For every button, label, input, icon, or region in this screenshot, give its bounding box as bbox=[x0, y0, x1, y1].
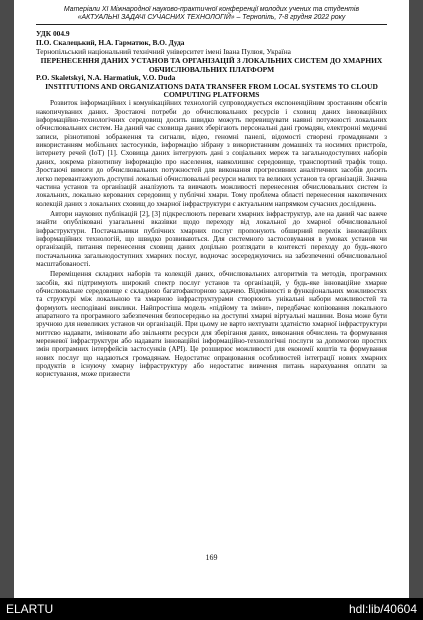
article-meta bbox=[36, 30, 387, 56]
body-paragraph-2: Автори наукових публікацій [2], [3] підкреслюють переваги хмарних інфраструктур, але на даний час важче знайти опубліковані узагальнені вказівки щодо переходу від локальної до хмарної обчислювальної інфраструктури. Постачальники публічних хмарних послуг пропонують обширний перелік інноваційних інформаційних технологій, що швидко розвиваються. Для системного застосовування в умовах установ чи організацій, питання перенесення сховищ даних доцільно розглядати в контексті переходу до будь-якого постачальника загальнодоступних хмарних послуг, водночас зосереджуючись на забезпеченні обчислювальної масштабованості. bbox=[36, 209, 387, 268]
footer-repository: ELARTU bbox=[6, 602, 54, 616]
body-paragraph-3: Переміщення складних наборів та колекцій даних, обчислювальних алгоритмів та методів, програмних засобів, які підтримують широкий спектр послуг установ та організацій, у будь-яке інноваційне хмарне обчислювальне середовище є складною багатофакторною задачею. Відмінності в функціональних можливостях та структурі між локальною та хмарною інфраструктурами створюють унікальні набори можливостей та формують несподівані виклики. Найпростіша модель «підйому та зміни», передбачає копіювання локального апаратного та програмного забезпечення безпосередньо на доступні хмарні віртуальні машини. Вона може бути зручною для невеликих установ чи організацій. При цьому не варто нехтувати здатністю хмарної інфраструктури миттєво надавати, змінювати або звільняти ресурси для зберігання даних, виконання обчислень та формування мережевої інфраструктури або надавати інноваційні інформаційно-технологічні послуги за допомогою простих змін програмних інтерфейсів застосунків (API). Це розширює можливості для економії коштів та формування нових послуг що надаються громадянам. Недостатнє опрацювання особливостей інтеграції нових хмарних продуктів в існуючу хмарну інфраструктуру або недостатнє вивчення питань нарахування оплати за користування, може призвести bbox=[36, 270, 387, 379]
title-ua: ПЕРЕНЕСЕННЯ ДАНИХ УСТАНОВ ТА ОРГАНІЗАЦІЙ З ЛОКАЛЬНИХ СИСТЕМ ДО ХМАРНИХ ОБЧИСЛЮВАЛЬНИХ ПЛАТФОРМ bbox=[40, 56, 383, 74]
running-head-line-1: Матеріали XI Міжнародної науково-практичної конференції молодих учених та студентів bbox=[63, 6, 360, 13]
authors-en: P.O. Skaletskyi, N.A. Harmatiuk, V.O. Duda bbox=[36, 73, 176, 82]
udc-code: УДК 004.9 bbox=[36, 29, 70, 39]
footer-handle: hdl:lib/40604 bbox=[348, 602, 417, 616]
footer-bar bbox=[0, 598, 423, 620]
article-body bbox=[36, 99, 387, 378]
affiliation: Тернопільський національний технічний університет імені Івана Пулюя, Україна bbox=[36, 46, 291, 56]
body-paragraph-1: Розвиток інформаційних і комунікаційних технологій супроводжується експоненційним зростанням обсягів накопичуваних даних. Зростаючі потреби до обчислювальних ресурсів і сховищ даних інноваційних інформаційно-технологічних середовищ досить швидко можуть перевищувати наявні потужності локальних обчислювальних систем. На даний час сховища даних зберігають персональні дані громадян, електронні медичні записи, різнотипові зображення та сигнали, відео, геномні панелі, відомості створені громадянами з використанням мобільних застосунків, інформацію зібрану з використанням домашніх та носимих пристроїв, інтернету речей (IoT) [1]. Сховища даних інтегрують дані з соціальних мереж та загальнодоступних наборів даних, зокрема різнотипну інформацію про населення, навколишнє середовище, транспортний трафік тощо. Зростаючі вимоги до обчислювальних потужностей для виконання прогресивних аналітичних засобів досить легко перевантажують доступні локальні обчислювальні ресурси малих та великих установ та організацій. Значна частина установ та організацій аналізують та вивчають можливості перенесення обчислювальних систем із локальних, локально керованих середовищ у публічні хмари. Тому проблема області перенесення накопичених колекцій даних з локальних сховищ до хмарної інфраструктури є актуальним напрямком сучасних досліджень. bbox=[36, 99, 387, 208]
authors-ua: П.О. Скалецький, Н.А. Гарматюк, В.О. Дуда bbox=[36, 38, 185, 47]
page-number: 169 bbox=[205, 553, 218, 562]
running-head bbox=[36, 6, 387, 25]
title-en: INSTITUTIONS AND ORGANIZATIONS DATA TRANSFER FROM LOCAL SYSTEMS TO CLOUD COMPUTING PLATFORMS bbox=[45, 81, 378, 99]
document-page bbox=[14, 0, 409, 598]
running-head-line-2: «АКТУАЛЬНІ ЗАДАЧІ СУЧАСНИХ ТЕХНОЛОГІЙ» – Тернопіль, 7-8 грудня 2022 року bbox=[77, 14, 346, 22]
